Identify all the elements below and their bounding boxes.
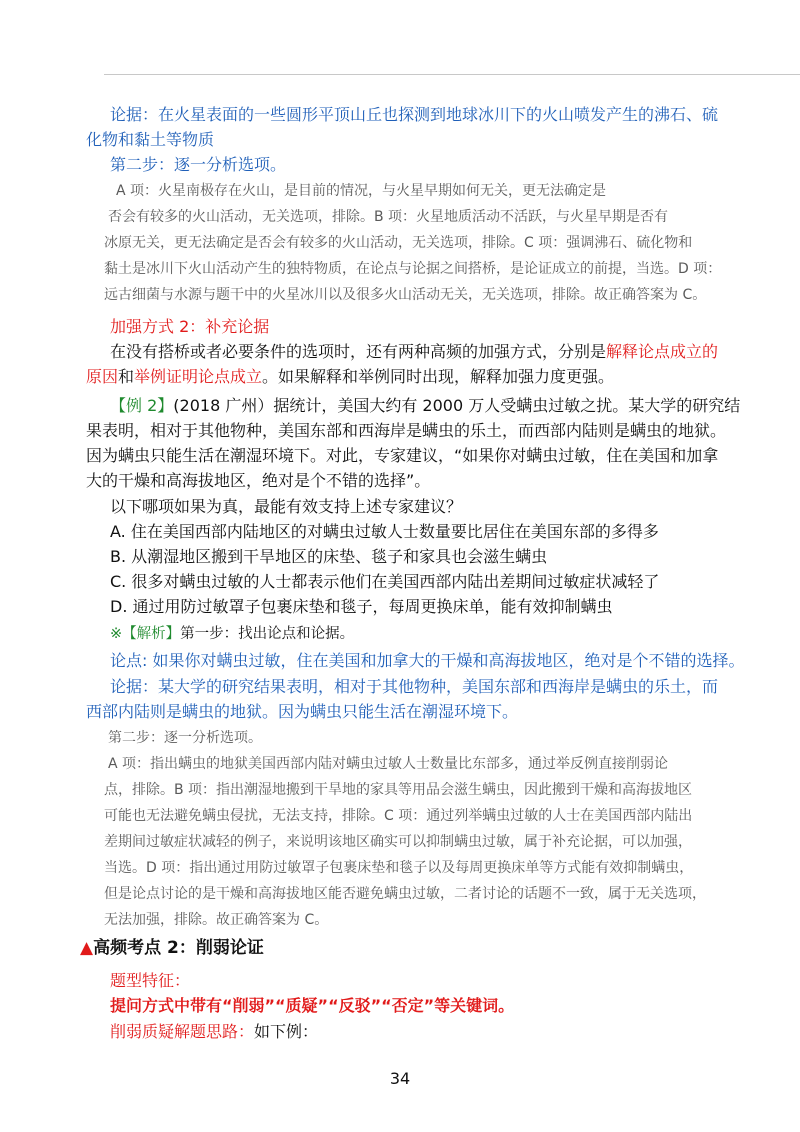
analysis-line: 点，排除。B 项：指出潮湿地搬到干旱地的家具等用品会滋生螨虫，因此搬到干燥和高海拔地区	[104, 782, 693, 798]
method-title: 加强方式 2：补充论据	[110, 317, 270, 336]
solution-tag: ※【解析】	[110, 626, 181, 642]
approach-label: 削弱质疑解题思路：	[110, 1022, 255, 1041]
analysis-line: 但是论点讨论的是干燥和高海拔地区能否避免螨虫过敏，二者讨论的话题不一致，属于无关选项，	[104, 886, 706, 902]
example-stem-line-1	[110, 398, 740, 414]
analysis-line: 否会有较多的火山活动，无关选项，排除。B 项：火星地质活动不活跃，与火星早期是否有	[108, 209, 669, 225]
method-paragraph-line-1	[110, 344, 718, 360]
method-highlight: 解释论点成立的	[606, 342, 719, 361]
option-b: B. 从潮湿地区搬到干旱地区的床垫、毯子和家具也会滋生螨虫	[110, 547, 548, 566]
analysis-line: 无法加强，排除。故正确答案为 C。	[104, 912, 329, 928]
method-highlight: 举例证明论点成立	[134, 367, 263, 386]
analysis-line: A 项：指出螨虫的地狱美国西部内陆对螨虫过敏人士数量比东部多，通过举反例直接削弱论	[108, 756, 669, 772]
example-tag: 【例 2】	[110, 396, 174, 415]
solution-point: 论点: 如果你对螨虫过敏，住在美国和加拿大的干燥和高海拔地区，绝对是个不错的选择。	[110, 651, 745, 670]
method-text: 。如果解释和举例同时出现，解释加强力度更强。	[262, 367, 615, 386]
method-text: 和	[118, 367, 135, 386]
analysis-line: 冰原无关，更无法确定是否会有较多的火山活动，无关选项，排除。C 项：强调沸石、硫化物和	[104, 235, 693, 251]
section-heading	[80, 940, 264, 957]
approach-text: 如下例：	[254, 1022, 319, 1041]
option-a: A. 住在美国西部内陆地区的对螨虫过敏人士数量要比居住在美国东部的多得多	[110, 522, 659, 541]
analysis-line: 当选。D 项：指出通过用防过敏罩子包裹床垫和毯子以及每周更换床单等方式能有效抑制螨虫，	[104, 860, 694, 876]
feature-label: 题型特征：	[110, 971, 191, 990]
example-stem-line: 大的干燥和高海拔地区，绝对是个不错的选择”。	[86, 471, 431, 490]
analysis-line: 差期间过敏症状减轻的例子，来说明该地区确实可以抑制螨虫过敏，属于补充论据，可以加强，	[104, 834, 692, 850]
step2-heading: 第二步：逐一分析选项。	[110, 155, 287, 174]
analysis-line: 可能也无法避免螨虫侵扰，无法支持，排除。C 项：通过列举螨虫过敏的人士在美国西部内陆出	[104, 808, 693, 824]
section-title: 高频考点 2：削弱论证	[93, 938, 264, 958]
solution-evidence-line-2: 西部内陆则是螨虫的地狱。因为螨虫只能生活在潮湿环境下。	[86, 702, 519, 721]
solution-step1: 第一步：找出论点和论据。	[180, 626, 355, 642]
example-stem-line: 果表明，相对于其他物种，美国东部和西海岸是螨虫的乐土，而西部内陆则是螨虫的地狱。	[86, 421, 727, 440]
analysis-line: 黏土是冰川下火山活动产生的独特物质，在论点与论据之间搭桥，是论证成立的前提，当选。D 项：	[104, 261, 722, 277]
step2-heading: 第二步：逐一分析选项。	[108, 730, 262, 746]
argument-line-1: 论据：在火星表面的一些圆形平顶山丘也探测到地球冰川下的火山喷发产生的沸石、硫	[110, 105, 719, 124]
solution-evidence-line-1: 论据：某大学的研究结果表明，相对于其他物种，美国东部和西海岸是螨虫的乐土，而	[110, 677, 719, 696]
example-stem-line: 因为螨虫只能生活在潮湿环境下。对此，专家建议，“如果你对螨虫过敏，住在美国和加拿	[86, 446, 719, 465]
solution-heading	[110, 627, 354, 642]
argument-line-2: 化物和黏土等物质	[86, 130, 215, 149]
option-d: D. 通过用防过敏罩子包裹床垫和毯子，每周更换床单，能有效抑制螨虫	[110, 597, 613, 616]
approach-line	[110, 1024, 318, 1040]
feature-text: 提问方式中带有“削弱”“质疑”“反驳”“否定”等关键词。	[110, 996, 515, 1015]
page-number: 34	[389, 1069, 411, 1088]
triangle-icon: ▲	[80, 938, 94, 958]
method-text: 在没有搭桥或者必要条件的选项时，还有两种高频的加强方式，分别是	[110, 342, 607, 361]
example-text: (2018 广州）据统计，美国大约有 2000 万人受螨虫过敏之扰。某大学的研究结	[173, 396, 741, 415]
method-highlight: 原因	[86, 367, 119, 386]
example-question: 以下哪项如果为真，最能有效支持上述专家建议？	[110, 497, 463, 516]
option-c: C. 很多对螨虫过敏的人士都表示他们在美国西部内陆出差期间过敏症状减轻了	[110, 572, 660, 591]
analysis-line: A 项：火星南极存在火山，是目前的情况，与火星早期如何无关，更无法确定是	[116, 183, 607, 199]
method-paragraph-line-2	[86, 369, 614, 385]
analysis-line: 远古细菌与水源与题干中的火星冰川以及很多火山活动无关，无关选项，排除。故正确答案为 C。	[104, 287, 707, 303]
header-rule	[104, 74, 800, 75]
